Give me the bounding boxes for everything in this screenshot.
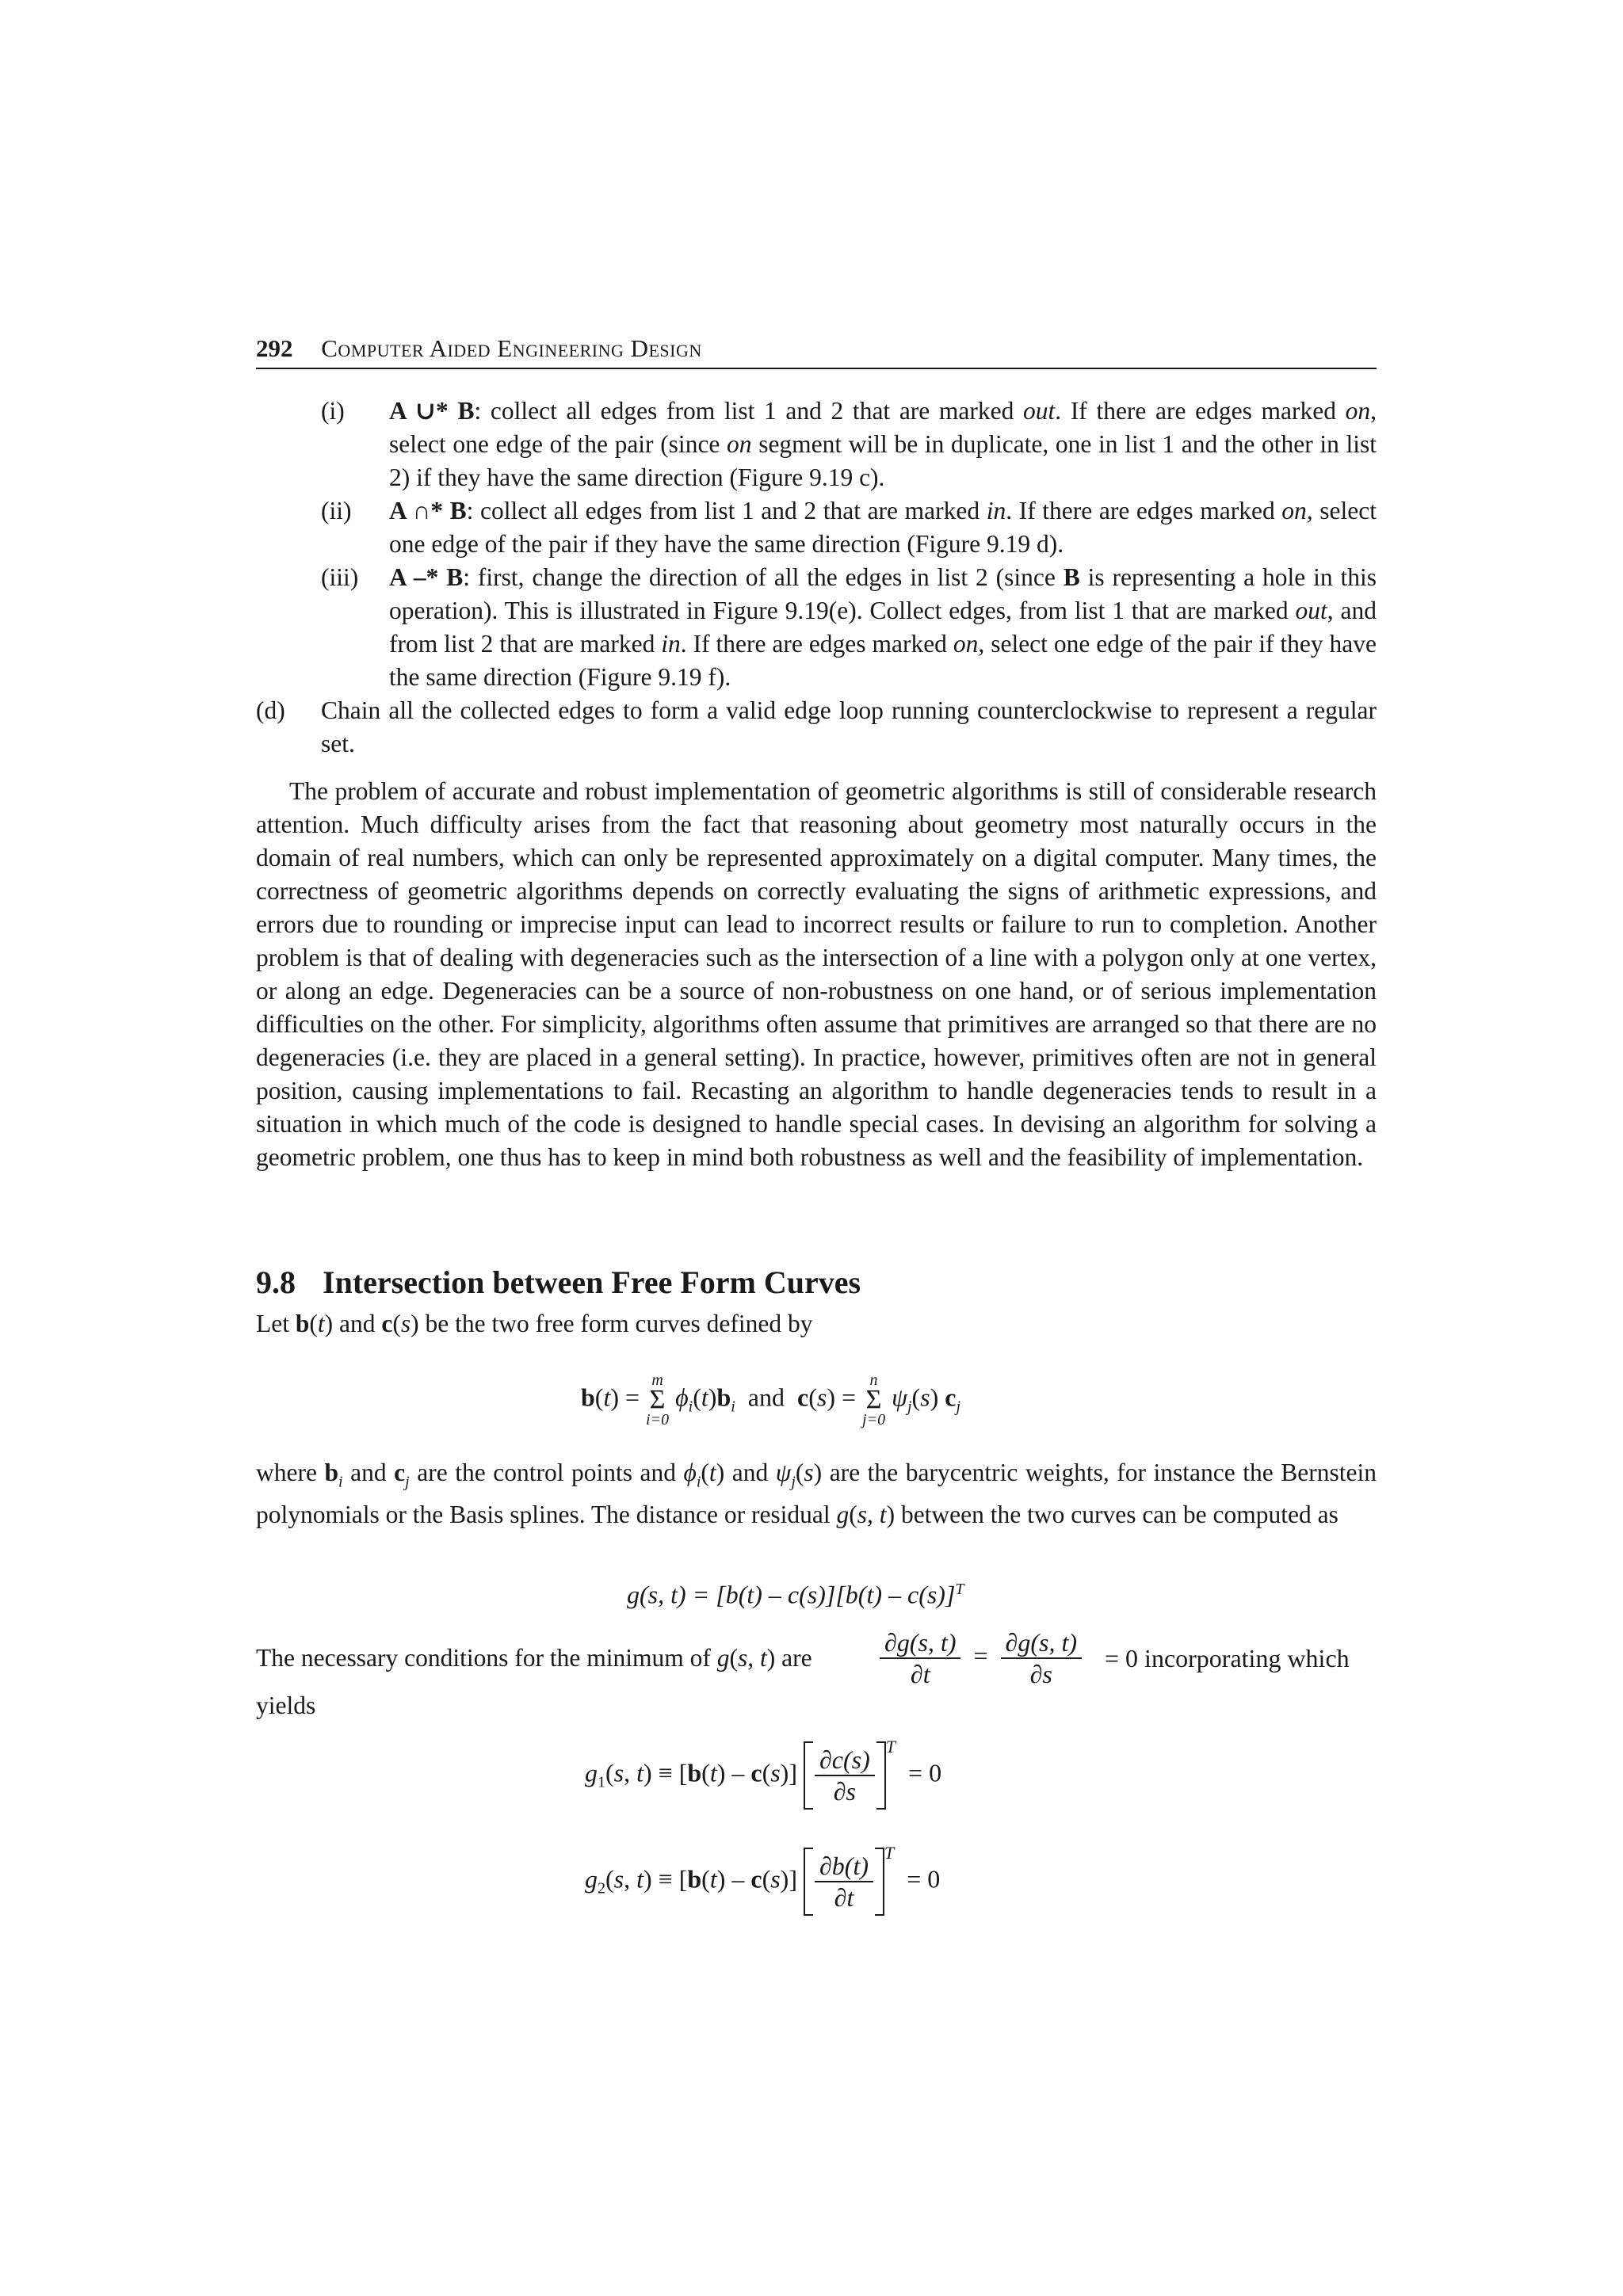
list-label-iii: (iii) xyxy=(321,563,359,591)
list-item-iii: A –* B: first, change the direction of all the edges in list 2 (since B is representing a hole in this operation). This is illustrated in Figure 9.19(e). Collect edges, from list 1 that are marked out, and from list 2 that are marked in. If there are edges marked on, select one edge of the pair if they have the same direction (Figure 9.19 f). xyxy=(389,563,1377,691)
fraction: $\frac{\partial g(s, t)}{\partial t}$ xyxy=(880,1627,960,1689)
body-paragraph: The problem of accurate and robust implementation of geometric algorithms is still of considerable research attention. Much difficulty arises from the fact that reasoning about geometry most naturally occurs in the domain of real numbers, which can only be represented approximately on a digital computer. Many times, the correctness of geometric algorithms depends on correctly evaluating the signs of arithmetic expressions, and errors due to rounding or imprecise input can lead to incorrect results or failure to run to completion. Another problem is that of dealing with degeneracies such as the intersection of a line with a polygon only at one vertex, or along an edge. Degeneracies can be a source of non-robustness on one hand, or of serious implementation difficulties on the other. For simplicity, algorithms often assume that primitives are arranged so that there are no degeneracies (i.e. they are placed in a general setting). In practice, however, primitives often are not in general position, causing implementations to fail. Recasting an algorithm to handle degeneracies tends to result in a situation in which much of the code is designed to handle special cases. In devising an algorithm for solving a geometric problem, one thus has to keep in mind both robustness as well and the feasibility of implementation. xyxy=(256,777,1377,1171)
running-head xyxy=(256,330,1377,369)
fraction: $\frac{\partial b(t)}{\partial t}$ xyxy=(815,1851,873,1913)
list-item-head: A –* B xyxy=(389,563,464,591)
section-number: 9.8 xyxy=(256,1264,296,1300)
page-number: 292 xyxy=(256,334,293,362)
list-item-d: Chain all the collected edges to form a valid edge loop running counterclockwise to represent a regular set. xyxy=(321,696,1377,757)
equation-zero-text: = 0 incorporating which xyxy=(1105,1644,1350,1672)
list-label-ii: (ii) xyxy=(321,497,352,524)
summation: m Σ i=0 xyxy=(646,1371,670,1428)
list-label-i: (i) xyxy=(321,397,345,425)
necessary-conditions: The necessary conditions for the minimum of g(s, t) are xyxy=(256,1644,812,1672)
where-paragraph: where $b_i$ and $c_j$ are the control points and $\phi_i(t)$ and $\psi_j(s)$ are the barycentric weights, for instance the Bernstein polynomials or the Basis splines. The distance or residual g(s, t) between the two curves can be computed as xyxy=(256,1459,1377,1529)
section-heading xyxy=(256,1263,861,1302)
summation: n Σ j=0 xyxy=(862,1371,886,1428)
list-label-d: (d) xyxy=(256,696,285,724)
equation-g2: $g_2(s$, t) ≡ [b(t) – c(s)] $\frac{\partial b(t)}{\partial t}$ T = 0 xyxy=(585,1843,941,1912)
section-title: Intersection between Free Form Curves xyxy=(323,1264,861,1300)
list-item-head: A ∩* B xyxy=(389,497,467,524)
equation-g1: $g_1(s$, t) ≡ [b(t) – c(s)] $\frac{\partial c(s)}{\partial s}$ T = 0 xyxy=(585,1737,942,1806)
bracket xyxy=(804,1745,886,1806)
fraction: $\frac{\partial g(s, t)}{\partial s}$ xyxy=(1001,1627,1082,1689)
equation-partials: $\frac{\partial g(s, t)}{\partial t}$ = $\frac{\partial g(s, t)}{\partial s}$ xyxy=(880,1627,1082,1689)
equation-curves: b(t) = m Σ i=0 $\phi_i(t)b_i$ and c(s) = n Σ j=0 $\psi_j(s)$ $c_j$ xyxy=(581,1371,961,1428)
list-item-i: A ∪* B: collect all edges from list 1 and 2 that are marked out. If there are edges marked on, select one edge of the pair (since on segment will be in duplicate, one in list 1 and the other in list 2) if they have the same direction (Figure 9.19 c). xyxy=(389,397,1377,491)
equation-residual: g(s, t) = [b(t) – c(s)][b(t) – c(s)]$^T$ xyxy=(627,1580,964,1609)
list-item-ii: A ∩* B: collect all edges from list 1 and 2 that are marked in. If there are edges marked on, select one edge of the pair if they have the same direction (Figure 9.19 d). xyxy=(389,497,1377,558)
let-sentence: Let b(t) and c(s) be the two free form curves defined by xyxy=(256,1310,813,1337)
list-item-head: A ∪* B xyxy=(389,397,475,425)
fraction: $\frac{\partial c(s)}{\partial s}$ xyxy=(815,1745,875,1806)
running-title: Computer Aided Engineering Design xyxy=(321,334,702,362)
bracket xyxy=(804,1851,884,1913)
yields-text: yields xyxy=(256,1691,316,1719)
